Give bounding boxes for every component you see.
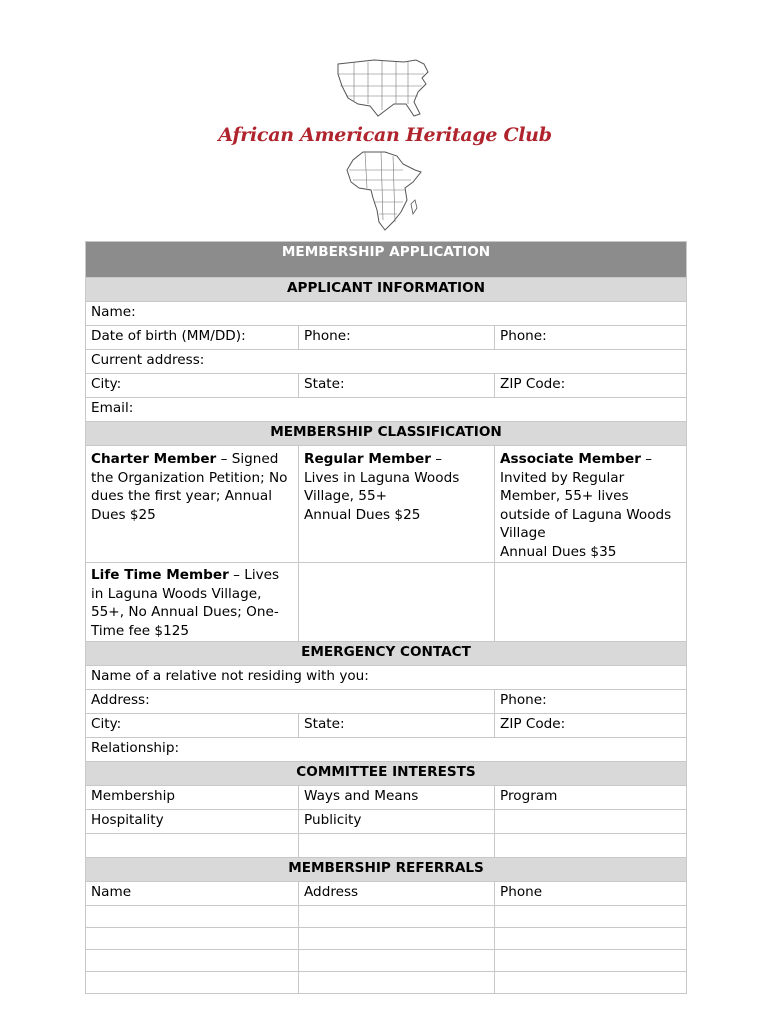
form-title: MEMBERSHIP APPLICATION (86, 242, 687, 278)
regular-member-option[interactable] (299, 446, 495, 563)
charter-member-title: Charter Member (91, 451, 217, 467)
emergency-address-field[interactable]: Address: (86, 690, 495, 714)
regular-member-description: Lives in Laguna Woods Village, 55+ (304, 469, 460, 504)
committee-blank-option[interactable] (299, 834, 495, 858)
referral-phone-field[interactable] (495, 950, 687, 972)
email-field[interactable]: Email: (86, 398, 687, 422)
usa-map-icon (334, 58, 434, 120)
referral-row (86, 906, 687, 928)
committee-program-option[interactable] (495, 786, 687, 810)
referral-address-column-header: Address (299, 882, 495, 906)
empty-cell (495, 563, 687, 642)
africa-map-icon (345, 150, 423, 232)
zip-code-field[interactable]: ZIP Code: (495, 374, 687, 398)
committee-hospitality-option[interactable] (86, 810, 299, 834)
referral-address-field[interactable] (299, 928, 495, 950)
committee-ways-and-means-option[interactable] (299, 786, 495, 810)
associate-member-dues: Annual Dues $35 (500, 543, 617, 560)
referral-address-field[interactable] (299, 950, 495, 972)
regular-member-dash: – (430, 451, 443, 467)
membership-classification-heading: MEMBERSHIP CLASSIFICATION (86, 422, 687, 446)
associate-member-option[interactable] (495, 446, 687, 563)
referral-phone-field[interactable] (495, 928, 687, 950)
club-logo (0, 0, 770, 240)
referral-address-field[interactable] (299, 906, 495, 928)
phone-field-2[interactable]: Phone: (495, 326, 687, 350)
referral-phone-field[interactable] (495, 906, 687, 928)
phone-field-1[interactable]: Phone: (299, 326, 495, 350)
relationship-field[interactable]: Relationship: (86, 738, 687, 762)
state-field[interactable]: State: (299, 374, 495, 398)
referral-phone-column-header: Phone (495, 882, 687, 906)
referral-phone-field[interactable] (495, 972, 687, 994)
membership-referrals-heading: MEMBERSHIP REFERRALS (86, 858, 687, 882)
date-of-birth-field[interactable]: Date of birth (MM/DD): (86, 326, 299, 350)
empty-cell (299, 563, 495, 642)
committee-label: Membership (91, 788, 176, 804)
committee-membership-option[interactable] (86, 786, 299, 810)
lifetime-member-option[interactable] (86, 563, 299, 642)
membership-application-form (85, 241, 687, 994)
referral-name-field[interactable] (86, 906, 299, 928)
referral-name-field[interactable] (86, 950, 299, 972)
committee-label: Ways and Means (304, 788, 419, 804)
emergency-contact-heading: EMERGENCY CONTACT (86, 642, 687, 666)
lifetime-member-description: – Lives in Laguna Woods Village, 55+, No Annual Dues; One-Time fee $125 (91, 567, 280, 639)
committee-interests-heading: COMMITTEE INTERESTS (86, 762, 687, 786)
associate-member-dash: – (640, 451, 653, 467)
charter-member-description: – Signed the Organization Petition; No dues the first year; Annual Dues $25 (91, 451, 288, 523)
current-address-field[interactable]: Current address: (86, 350, 687, 374)
committee-label: Program (500, 788, 558, 804)
city-field[interactable]: City: (86, 374, 299, 398)
committee-blank-option[interactable] (495, 810, 687, 834)
emergency-state-field[interactable]: State: (299, 714, 495, 738)
regular-member-title: Regular Member (304, 451, 431, 467)
referral-name-column-header: Name (86, 882, 299, 906)
committee-blank-option[interactable] (495, 834, 687, 858)
referral-address-field[interactable] (299, 972, 495, 994)
referral-row (86, 950, 687, 972)
club-name: African American Heritage Club (218, 124, 552, 146)
regular-member-dues: Annual Dues $25 (304, 506, 421, 523)
committee-blank-option[interactable] (86, 834, 299, 858)
charter-member-option[interactable] (86, 446, 299, 563)
emergency-zip-field[interactable]: ZIP Code: (495, 714, 687, 738)
referral-row (86, 928, 687, 950)
referral-name-field[interactable] (86, 972, 299, 994)
name-field[interactable]: Name: (86, 302, 687, 326)
associate-member-description: Invited by Regular Member, 55+ lives outside of Laguna Woods Village (500, 469, 672, 541)
lifetime-member-title: Life Time Member (91, 567, 229, 583)
applicant-information-heading: APPLICANT INFORMATION (86, 278, 687, 302)
committee-label: Publicity (304, 812, 362, 828)
referral-row (86, 972, 687, 994)
referral-name-field[interactable] (86, 928, 299, 950)
emergency-city-field[interactable]: City: (86, 714, 299, 738)
associate-member-title: Associate Member (500, 451, 641, 467)
relative-name-field[interactable]: Name of a relative not residing with you: (86, 666, 687, 690)
committee-publicity-option[interactable] (299, 810, 495, 834)
committee-label: Hospitality (91, 812, 164, 828)
emergency-phone-field[interactable]: Phone: (495, 690, 687, 714)
